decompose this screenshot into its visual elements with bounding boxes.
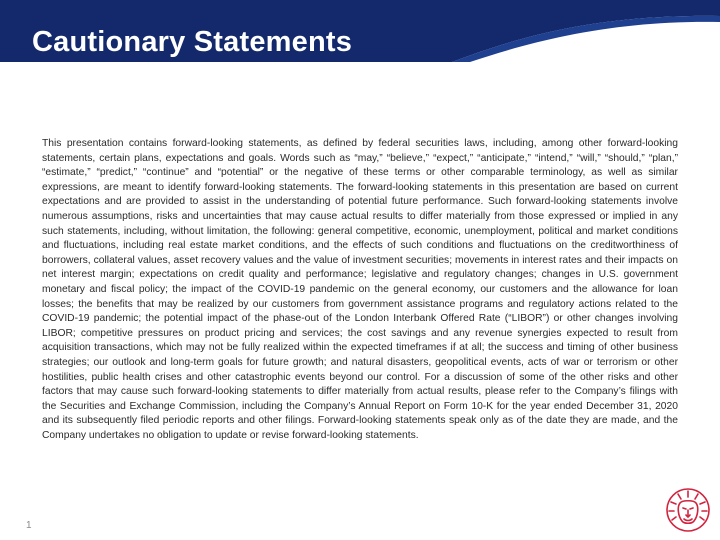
cautionary-statement-paragraph: This presentation contains forward-looking statements, as defined by federal securities laws, including, among other forward-looking statements, certain plans, expectations and goals. Words such as “may,” “believe,” “expect,” “anticipate,” “intend,” “will,” “should,” “plan,” “estimate,” “predict,” “continue” and “potential” or the negative of these terms or other comparable terminology, as well as similar expressions, are meant to identify forward-looking statements. The forward-looking statements in this presentation are based on current expectations and are provided to assist in the understanding of potential future performance. Such forward-looking statements involve numerous assumptions, risks and uncertainties that may cause actual results to differ materially from those expressed or implied in any such statements, including, without limitation, the following: general competitive, economic, unemployment, political and market conditions and fluctuations, including real estate market conditions, and the effects of such conditions and fluctuations on the creditworthiness of borrowers, collateral values, asset recovery values and the value of investment securities; movements in interest rates and their impacts on net interest margin; expectations on credit quality and performance; legislative and regulatory changes; changes in U.S. government monetary and fiscal policy; the impact of the COVID-19 pandemic on the general economy, our customers and the allowance for loan losses; the benefits that may be realized by our customers from government assistance programs and regulatory actions related to the COVID-19 pandemic; the potential impact of the phase-out of the London Interbank Offered Rate (“LIBOR”) or other changes involving LIBOR; competitive pressures on product pricing and services; the cost savings and any revenue synergies expected to result from acquisition transactions, which may not be fully realized within the expected timeframes if at all; the success and timing of other business strategies; our outlook and long-term goals for future growth; and natural disasters, geopolitical events, acts of war or terrorism or other hostilities, public health crises and other catastrophic events beyond our control. For a discussion of some of the other risks and other factors that may cause such forward-looking statements to differ materially from actual results, please refer to the Company’s filings with the Securities and Exchange Commission, including the Company’s Annual Report on Form 10-K for the year ended December 31, 2020 and its subsequently filed periodic reports and other filings. Forward-looking statements speak only as of the date they are made, and the Company undertakes no obligation to update or revise forward-looking statements. <box>42 138 678 441</box>
lion-head-logo-icon <box>664 486 712 534</box>
page-title: Cautionary Statements <box>32 26 353 58</box>
page-number: 1 <box>26 520 32 531</box>
